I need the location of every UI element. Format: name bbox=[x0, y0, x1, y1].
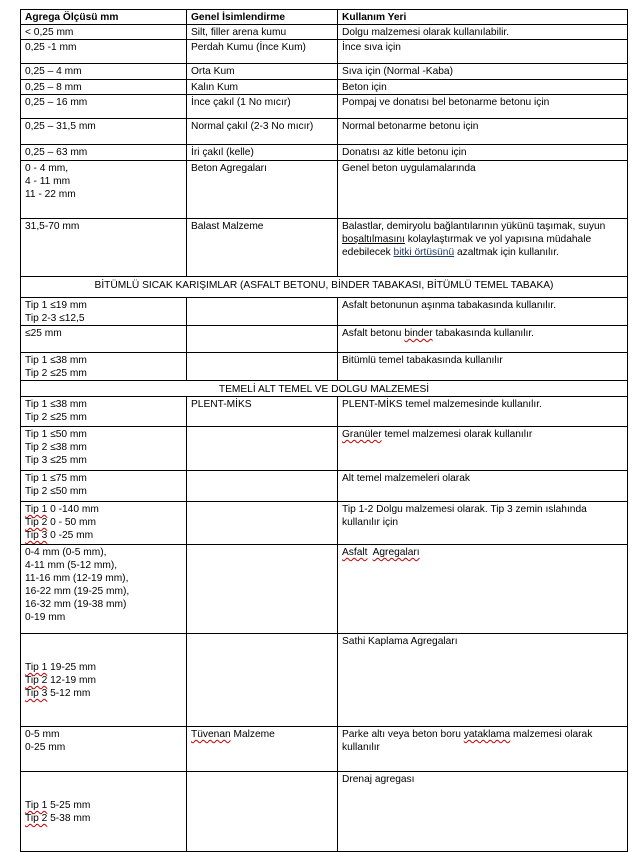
table-row bbox=[21, 545, 628, 634]
header-size: Agrega Ölçüsü mm bbox=[21, 10, 187, 25]
size-cell: Tip 1 19-25 mm Tip 2 12-19 mm Tip 3 5-12 mm bbox=[21, 634, 187, 727]
size-cell: 0,25 – 16 mm bbox=[21, 95, 187, 119]
name-cell bbox=[187, 353, 338, 381]
size-cell: 0-5 mm 0-25 mm bbox=[21, 727, 187, 772]
size-cell: 0,25 – 8 mm bbox=[21, 80, 187, 95]
section-row bbox=[21, 277, 628, 298]
table-row bbox=[21, 80, 628, 95]
usage-cell: Pompaj ve donatısı bel betonarme betonu için bbox=[338, 95, 628, 119]
name-cell: Normal çakıl (2-3 No mıcır) bbox=[187, 119, 338, 145]
table-row bbox=[21, 727, 628, 772]
size-cell: Tip 1 ≤19 mm Tip 2-3 ≤12,5 bbox=[21, 298, 187, 326]
table-row bbox=[21, 161, 628, 219]
size-cell: 0-4 mm (0-5 mm), 4-11 mm (5-12 mm), 11-16 mm (12-19 mm), 16-22 mm (19-25 mm), 16-32 mm (19-38 mm) 0-19 mm bbox=[21, 545, 187, 634]
usage-cell: Asfalt betonu binder tabakasında kullanılır. bbox=[338, 326, 628, 353]
name-cell: Kalın Kum bbox=[187, 80, 338, 95]
name-cell bbox=[187, 427, 338, 471]
name-cell: İnce çakıl (1 No mıcır) bbox=[187, 95, 338, 119]
size-cell: 0,25 – 31,5 mm bbox=[21, 119, 187, 145]
name-cell bbox=[187, 502, 338, 545]
usage-cell: Granüler temel malzemesi olarak kullanılır bbox=[338, 427, 628, 471]
usage-cell: Asfalt betonunun aşınma tabakasında kullanılır. bbox=[338, 298, 628, 326]
table-row bbox=[21, 64, 628, 80]
table-row bbox=[21, 119, 628, 145]
name-cell: İri çakıl (kelle) bbox=[187, 145, 338, 161]
name-cell: Tüvenan Malzeme bbox=[187, 727, 338, 772]
name-cell: Orta Kum bbox=[187, 64, 338, 80]
size-cell: Tip 1 5-25 mm Tip 2 5-38 mm bbox=[21, 772, 187, 852]
table-row bbox=[21, 25, 628, 40]
usage-cell: Sathi Kaplama Agregaları bbox=[338, 634, 628, 727]
table-row bbox=[21, 353, 628, 381]
name-cell: Silt, filler arena kumu bbox=[187, 25, 338, 40]
size-cell: Tip 1 ≤38 mm Tip 2 ≤25 mm bbox=[21, 353, 187, 381]
usage-cell: PLENT-MİKS temel malzemesinde kullanılır. bbox=[338, 397, 628, 427]
table-row bbox=[21, 502, 628, 545]
header-name: Genel İsimlendirme bbox=[187, 10, 338, 25]
name-cell bbox=[187, 298, 338, 326]
usage-cell: Dolgu malzemesi olarak kullanılabilir. bbox=[338, 25, 628, 40]
usage-cell: Drenaj agregası bbox=[338, 772, 628, 852]
size-cell: Tip 1 ≤50 mm Tip 2 ≤38 mm Tip 3 ≤25 mm bbox=[21, 427, 187, 471]
section-title-temel: TEMELİ ALT TEMEL VE DOLGU MALZEMESİ bbox=[21, 381, 628, 397]
usage-cell: Normal betonarme betonu için bbox=[338, 119, 628, 145]
table-row bbox=[21, 634, 628, 727]
table-row bbox=[21, 326, 628, 353]
usage-cell: Alt temel malzemeleri olarak bbox=[338, 471, 628, 502]
name-cell bbox=[187, 326, 338, 353]
size-cell: ≤25 mm bbox=[21, 326, 187, 353]
name-cell: PLENT-MİKS bbox=[187, 397, 338, 427]
name-cell bbox=[187, 545, 338, 634]
table-row bbox=[21, 145, 628, 161]
usage-cell: Bitümlü temel tabakasında kullanılır bbox=[338, 353, 628, 381]
table-row bbox=[21, 298, 628, 326]
name-cell: Beton Agregaları bbox=[187, 161, 338, 219]
table-row bbox=[21, 40, 628, 64]
size-cell: < 0,25 mm bbox=[21, 25, 187, 40]
name-cell: Perdah Kumu (İnce Kum) bbox=[187, 40, 338, 64]
table-row bbox=[21, 427, 628, 471]
link-bosaltilmasini[interactable]: boşaltılmasını bbox=[342, 234, 405, 245]
table-row bbox=[21, 772, 628, 852]
size-cell: 0,25 – 63 mm bbox=[21, 145, 187, 161]
usage-cell: Asfalt Agregaları bbox=[338, 545, 628, 634]
section-title-bitumlu: BİTÜMLÜ SICAK KARIŞIMLAR (ASFALT BETONU, BİNDER TABAKASI, BİTÜMLÜ TEMEL TABAKA) bbox=[21, 277, 628, 298]
size-cell: Tip 1 0 -140 mm Tip 2 0 - 50 mm Tip 3 0 -25 mm bbox=[21, 502, 187, 545]
table-row bbox=[21, 219, 628, 277]
usage-cell: İnce sıva için bbox=[338, 40, 628, 64]
size-cell: Tip 1 ≤38 mm Tip 2 ≤25 mm bbox=[21, 397, 187, 427]
table-row bbox=[21, 471, 628, 502]
usage-cell: Balastlar, demiryolu bağlantılarının yükünü taşımak, suyun boşaltılmasını kolaylaştırmak ve yol yapısına müdahale edebilecek bitki örtüsünü azaltmak için kullanılır. bbox=[338, 219, 628, 277]
name-cell bbox=[187, 772, 338, 852]
usage-cell: Parke altı veya beton boru yataklama malzemesi olarak kullanılır bbox=[338, 727, 628, 772]
size-cell: 0,25 – 4 mm bbox=[21, 64, 187, 80]
usage-cell: Sıva için (Normal -Kaba) bbox=[338, 64, 628, 80]
usage-cell: Tip 1-2 Dolgu malzemesi olarak. Tip 3 zemin ıslahında kullanılır için bbox=[338, 502, 628, 545]
name-cell: Balast Malzeme bbox=[187, 219, 338, 277]
size-cell: 31,5-70 mm bbox=[21, 219, 187, 277]
table-row bbox=[21, 397, 628, 427]
usage-cell: Genel beton uygulamalarında bbox=[338, 161, 628, 219]
usage-cell: Beton için bbox=[338, 80, 628, 95]
header-usage: Kullanım Yeri bbox=[338, 10, 628, 25]
header-row bbox=[21, 10, 628, 25]
section-row bbox=[21, 381, 628, 397]
aggregate-table bbox=[20, 9, 628, 852]
size-cell: Tip 1 ≤75 mm Tip 2 ≤50 mm bbox=[21, 471, 187, 502]
link-bitki-ortusunu[interactable]: bitki örtüsünü bbox=[393, 247, 455, 258]
name-cell bbox=[187, 634, 338, 727]
name-cell bbox=[187, 471, 338, 502]
usage-cell: Donatısı az kitle betonu için bbox=[338, 145, 628, 161]
table-row bbox=[21, 95, 628, 119]
size-cell: 0 - 4 mm, 4 - 11 mm 11 - 22 mm bbox=[21, 161, 187, 219]
size-cell: 0,25 -1 mm bbox=[21, 40, 187, 64]
